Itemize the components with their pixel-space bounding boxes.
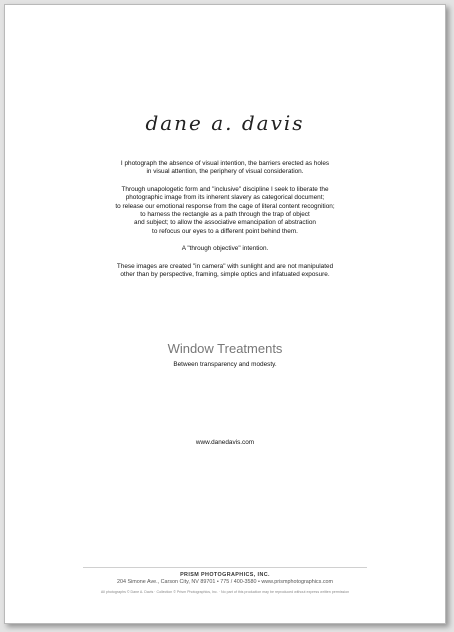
series-title: Window Treatments bbox=[167, 341, 283, 356]
artist-signature: dane a. davis bbox=[145, 111, 305, 135]
statement-paragraph: I photograph the absence of visual intention, the barriers erected as holes in visual attention, the periphery of visual consideration. bbox=[120, 160, 330, 176]
artist-statement bbox=[65, 160, 385, 288]
publisher-address: 204 Simone Ave., Carson City, NV 89701 • 775 / 400-3580 • www.prismphotographics.com bbox=[116, 579, 334, 585]
document-page bbox=[4, 4, 446, 624]
copyright-notice: All photographs © Dane A. Davis · Collection © Prism Photographics, Inc. · No part of this production may be reproduced without express written permission bbox=[100, 590, 350, 594]
statement-paragraph: Through unapologetic form and "inclusive" discipline I seek to liberate the photographic image from its inherent slavery as categorical document; to release our emotional response from the cage of literal content recognition; to harness the rectangle as a path through the trap of object and subject; to allow the associative emancipation of abstraction to refocus our eyes to a different point behind them. bbox=[115, 185, 335, 235]
series-subtitle: Between transparency and modesty. bbox=[173, 361, 277, 368]
statement-paragraph: A "through objective" intention. bbox=[181, 245, 269, 253]
footer-divider bbox=[83, 567, 367, 568]
website-link[interactable]: www.danedavis.com bbox=[195, 439, 255, 446]
publisher-name: PRISM PHOTOGRAPHICS, INC. bbox=[180, 572, 270, 578]
statement-paragraph: These images are created "in camera" with sunlight and are not manipulated other than by perspective, framing, simple optics and infatuated exposure. bbox=[116, 262, 334, 279]
